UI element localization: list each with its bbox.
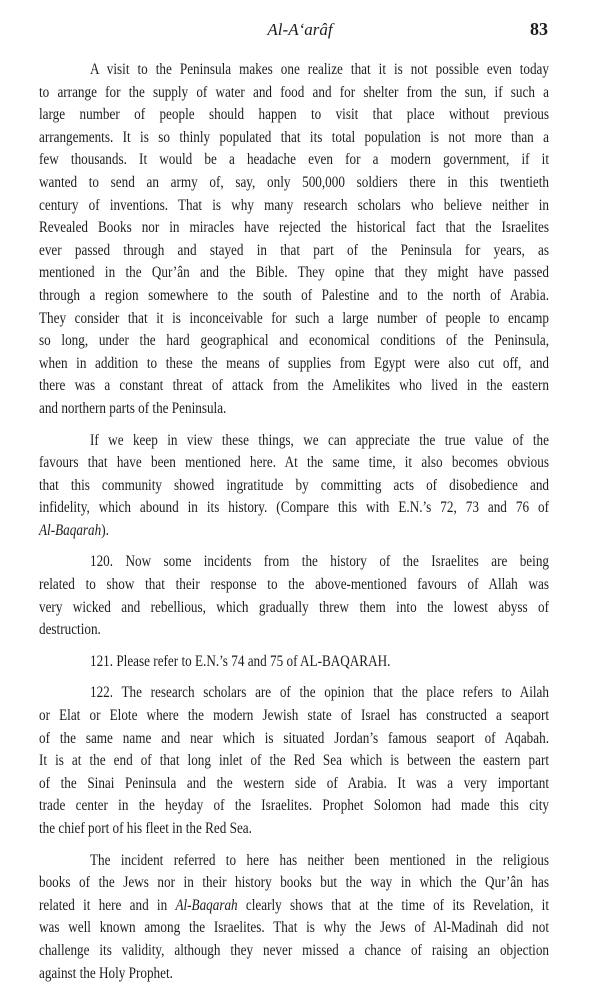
text-segment: related it here and in	[39, 896, 176, 914]
text-line: of the Sinai Peninsula and the western side of Arabia. It was a very important	[39, 774, 549, 792]
text-line: They consider that it is inconceivable for such a large number of people to encamp	[39, 309, 549, 327]
text-line: It is at the end of that long inlet of the Red Sea which is between the eastern part	[39, 752, 549, 770]
paragraph	[39, 551, 549, 641]
italic-title: Al-Baqarah	[39, 521, 102, 539]
page-number: 83	[530, 19, 548, 39]
text-line: The incident referred to here has neither been mentioned in the religious	[90, 851, 549, 869]
text-line: 120. Now some incidents from the history of the Israelites are being	[90, 553, 549, 571]
text-line: If we keep in view these things, we can appreciate the true value of the	[90, 431, 549, 449]
text-line: A visit to the Peninsula makes one realize that it is not possible even today	[90, 61, 549, 78]
text-line: infidelity, which abound in its history. (Compare this with E.N.’s 72, 73 and 76 of	[39, 499, 549, 517]
text-line: challenge its validity, although they never missed a chance of raising an objection	[39, 941, 549, 959]
text-line	[39, 895, 549, 918]
text-line: very wicked and rebellious, which gradually threw them into the lowest abyss of	[39, 598, 549, 616]
text-line: books of the Jews nor in their history books but the way in which the Qur’ân has	[39, 874, 549, 892]
text-line: to arrange for the supply of water and food and for shelter from the sun, if such a	[39, 83, 549, 101]
paragraph	[39, 682, 549, 840]
text-line: arrangements. It is so thinly populated that its total population is not more than a	[39, 128, 549, 146]
running-head	[0, 18, 600, 44]
text-segment: ).	[101, 521, 109, 539]
text-line: trade center in the heyday of the Israelites. Prophet Solomon had made this city	[39, 797, 549, 815]
text-line: large number of people should happen to visit that place without previous	[39, 106, 549, 124]
text-line: that this community showed ingratitude by committing acts of disobedience and	[39, 476, 549, 494]
paragraph	[39, 651, 549, 674]
text-line: through a region somewhere to the south of Palestine and to the north of Arabia.	[39, 286, 549, 304]
text-line: destruction.	[39, 621, 101, 639]
text-line: century of inventions. That is why many research scholars who believe neither in	[39, 196, 549, 214]
text-line: mentioned in the Qur’ân and the Bible. They opine that they might have passed	[39, 264, 549, 282]
text-line: related to show that their response to the above-mentioned favours of Allah was	[39, 576, 549, 594]
body-text	[39, 59, 549, 985]
paragraph	[39, 430, 549, 543]
text-line: the chief port of his fleet in the Red Sea.	[39, 820, 252, 837]
text-line: was well known among the Israelites. That is why the Jews of Al-Madinah did not	[39, 919, 549, 937]
text-line: and northern parts of the Peninsula.	[39, 399, 227, 417]
text-line: when in addition to these the means of supplies from Egypt were also cut off, and	[39, 354, 549, 372]
text-line: or Elat or Elote where the modern Jewish state of Israel has constructed a seaport	[39, 707, 549, 725]
paragraph	[39, 59, 549, 421]
text-line: wanted to send an army of, say, only 500,000 soldiers there in this twentieth	[39, 173, 549, 191]
text-line: of the same name and near which is situated Jordan’s famous seaport of Aqabah.	[39, 729, 549, 747]
text-line: few thousands. It would be a headache even for a modern government, if it	[39, 151, 549, 169]
italic-title: Al-Baqarah	[175, 896, 238, 914]
text-line: there was a constant threat of attack from the Amelikites who lived in the eastern	[39, 377, 549, 395]
text-line: favours that have been mentioned here. At the same time, it also becomes obvious	[39, 454, 549, 472]
running-title: Al-A‘arâf	[267, 20, 333, 39]
text-line	[39, 520, 549, 543]
text-line: 122. The research scholars are of the opinion that the place refers to Ailah	[90, 684, 549, 702]
text-line: against the Holy Prophet.	[39, 964, 173, 982]
text-line: so long, under the hard geographical and economical conditions of the Peninsula,	[39, 332, 549, 350]
text-line: Revealed Books nor in miracles have rejected the historical fact that the Israelites	[39, 219, 549, 237]
text-line: ever passed through and stayed in that part of the Peninsula for years, as	[39, 241, 549, 259]
text-line: 121. Please refer to E.N.’s 74 and 75 of AL-BAQARAH.	[90, 652, 391, 670]
text-segment: clearly shows that at the time of its Revelation, it	[237, 896, 550, 914]
paragraph	[39, 850, 549, 985]
